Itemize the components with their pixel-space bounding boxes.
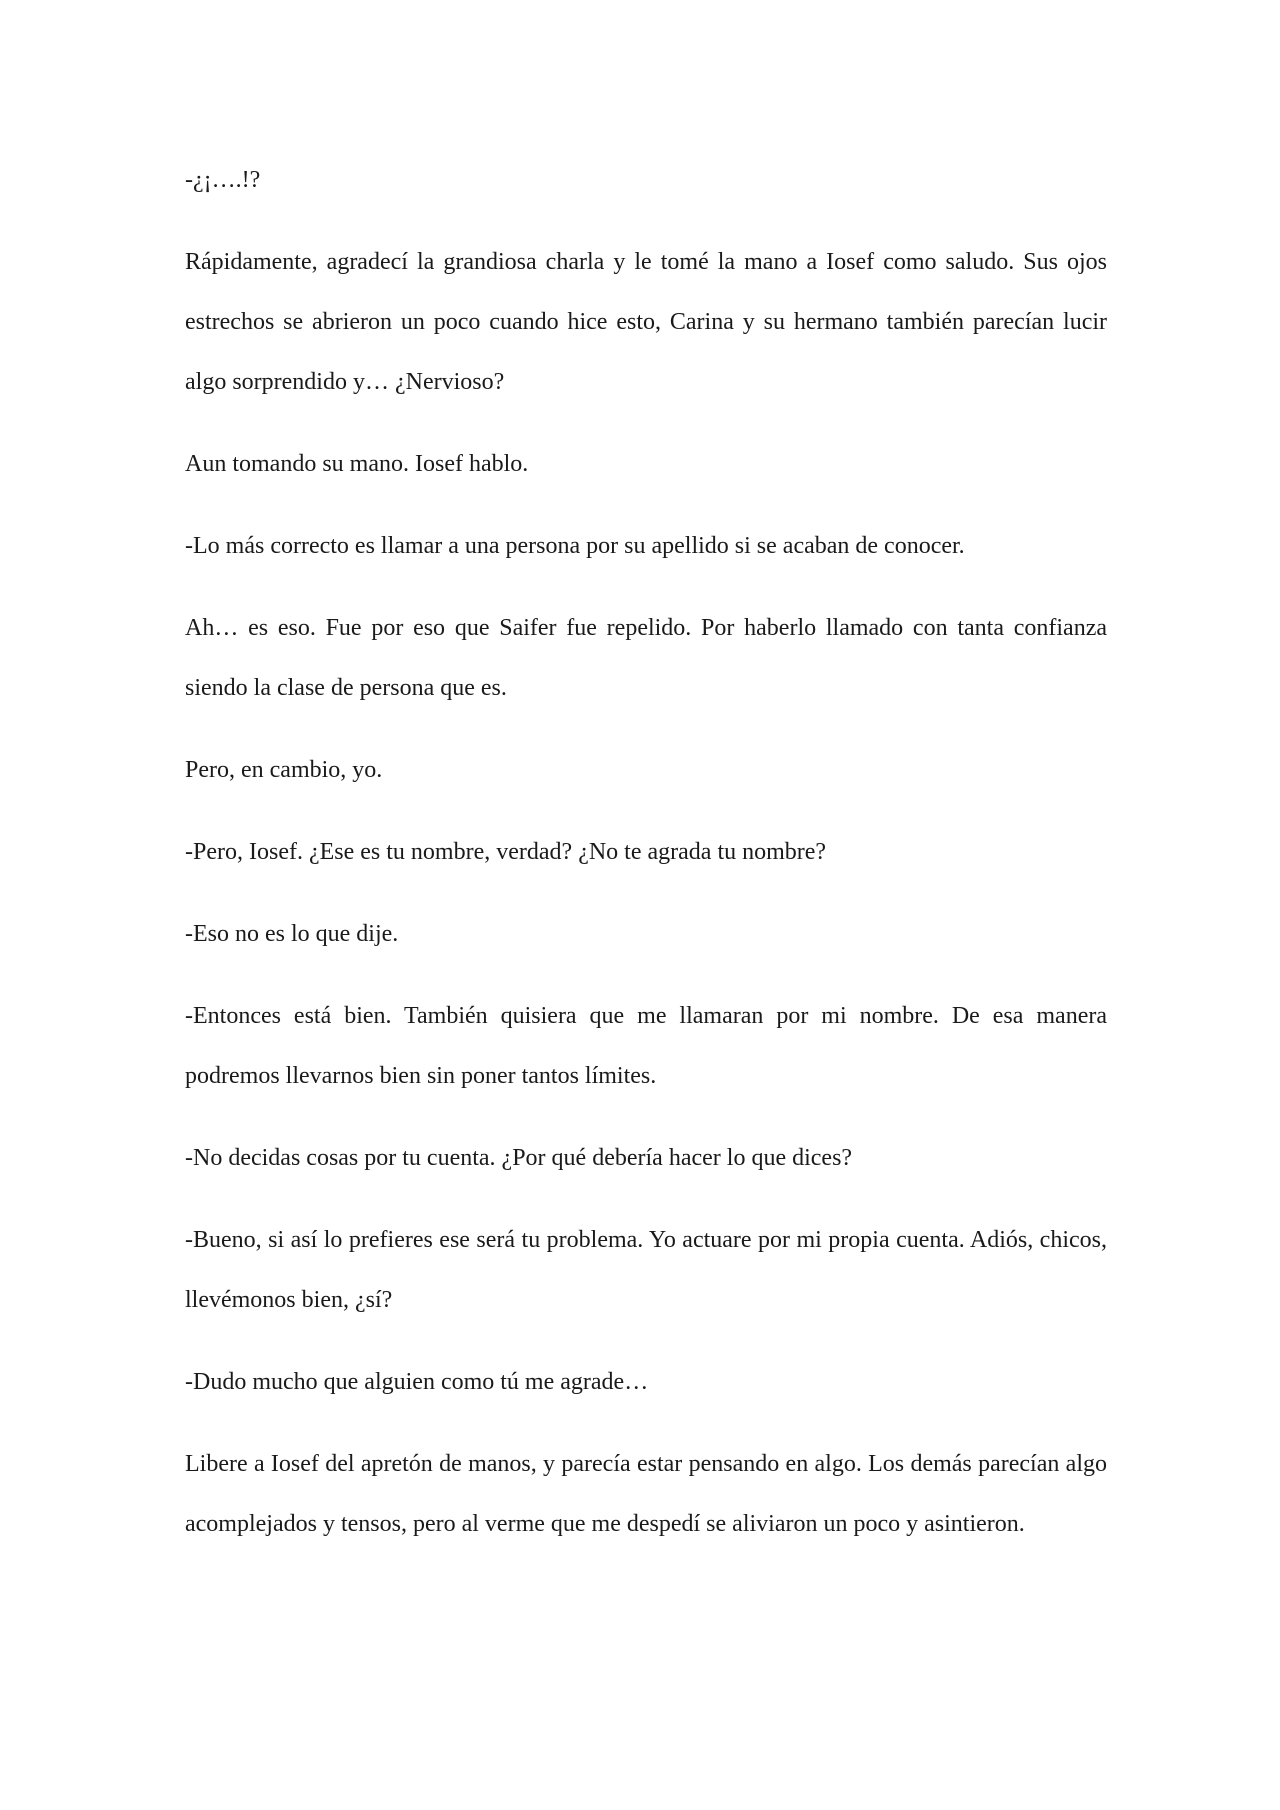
paragraph-narration-greeting: Rápidamente, agradecí la grandiosa charla y le tomé la mano a Iosef como saludo. Sus ojos estrechos se abrieron un poco cuando hice esto, Carina y su hermano también parecían lucir algo sorprendido y… ¿Nervioso? — [185, 249, 1107, 395]
paragraph-narration-saifer: Ah… es eso. Fue por eso que Saifer fue repelido. Por haberlo llamado con tanta confianza siendo la clase de persona que es. — [185, 615, 1107, 701]
paragraph-dialogue-name-question: -Pero, Iosef. ¿Ese es tu nombre, verdad? ¿No te agrada tu nombre? — [185, 839, 827, 865]
paragraph-dialogue-dont-decide: -No decidas cosas por tu cuenta. ¿Por qué debería hacer lo que dices? — [185, 1145, 853, 1171]
paragraph-narration-release: Libere a Iosef del apretón de manos, y parecía estar pensando en algo. Los demás parecían algo acomplejados y tensos, pero al verme que me despedí se aliviaron un poco y asintieron. — [185, 1451, 1107, 1537]
paragraph-dialogue-not-said: -Eso no es lo que dije. — [185, 921, 399, 947]
paragraph-narration-iosef-speaks: Aun tomando su mano. Iosef hablo. — [185, 451, 529, 477]
paragraph-dialogue-goodbye: -Bueno, si así lo prefieres ese será tu problema. Yo actuare por mi propia cuenta. Adiós, chicos, llevémonos bien, ¿sí? — [185, 1227, 1107, 1313]
paragraph-dialogue-call-by-name: -Entonces está bien. También quisiera que me llamaran por mi nombre. De esa manera podremos llevarnos bien sin poner tantos límites. — [185, 1003, 1107, 1089]
paragraph-narration-but-me: Pero, en cambio, yo. — [185, 757, 383, 783]
paragraph-exclamation: -¿¡….!? — [185, 167, 261, 193]
paragraph-dialogue-doubt: -Dudo mucho que alguien como tú me agrade… — [185, 1369, 649, 1395]
text-body — [185, 150, 1107, 1576]
paragraph-dialogue-surname: -Lo más correcto es llamar a una persona por su apellido si se acaban de conocer. — [185, 533, 965, 559]
